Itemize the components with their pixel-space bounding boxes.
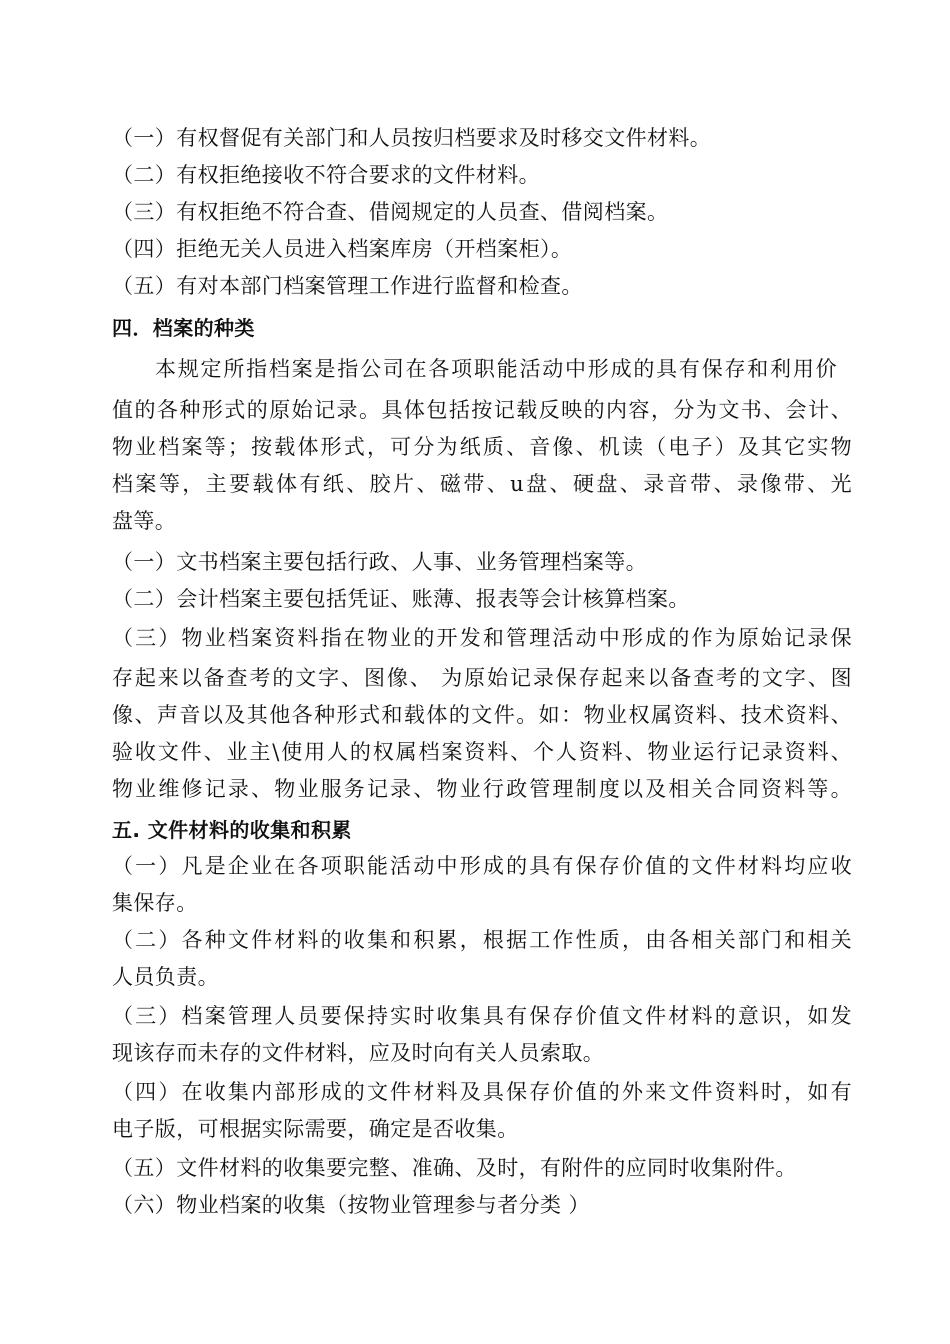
section-4-para-line: 盘等。 (112, 509, 177, 533)
collection-item-5: （五）文件材料的收集要完整、准确、及时，有附件的应同时收集附件。 (112, 1156, 797, 1180)
archive-type-item-3-line: 存起来以备查考的文字、图像、 为原始记录保存起来以备查考的文字、图 (112, 666, 852, 690)
collection-item-6: （六）物业档案的收集（按物业管理参与者分类 ） (112, 1193, 590, 1217)
section-4-heading: 四．档案的种类 (112, 316, 255, 340)
archive-type-item-3-line: （三）物业档案资料指在物业的开发和管理活动中形成的作为原始记录保 (112, 626, 852, 650)
collection-item-2-line: （二）各种文件材料的收集和积累，根据工作性质，由各相关部门和相关 (112, 928, 852, 952)
section-4-para-line: 档案等，主要载体有纸、胶片、磁带、u盘、硬盘、录音带、录像带、光 (112, 472, 852, 496)
collection-item-4-line: （四）在收集内部形成的文件材料及具保存价值的外来文件资料时，如有 (112, 1080, 852, 1104)
collection-item-1-line: （一）凡是企业在各项职能活动中形成的具有保存价值的文件材料均应收 (112, 854, 852, 878)
section-4-para-line: 值的各种形式的原始记录。具体包括按记载反映的内容，分为文书、会计、 (112, 398, 852, 422)
section-5-heading: 五. 文件材料的收集和积累 (112, 818, 352, 842)
collection-item-3-line: （三）档案管理人员要保持实时收集具有保存价值文件材料的意识，如发 (112, 1004, 852, 1028)
collection-item-3-line: 现该存而未存的文件材料，应及时向有关人员索取。 (112, 1041, 605, 1065)
archive-type-item-3-line: 物业维修记录、物业服务记录、物业行政管理制度以及相关合同资料等。 (112, 777, 852, 801)
rights-item-5: （五）有对本部门档案管理工作进行监督和检查。 (112, 274, 583, 298)
rights-item-3: （三）有权拒绝不符合查、借阅规定的人员查、借阅档案。 (112, 200, 669, 224)
archive-type-item-3-line: 验收文件、业主\使用人的权属档案资料、个人资料、物业运行记录资料、 (112, 740, 852, 764)
archive-type-item-3-line: 像、声音以及其他各种形式和载体的文件。如：物业权属资料、技术资料、 (112, 703, 852, 727)
collection-item-4-line: 电子版，可根据实际需要，确定是否收集。 (112, 1117, 519, 1141)
rights-item-1: （一）有权督促有关部门和人员按归档要求及时移交文件材料。 (112, 126, 712, 150)
rights-item-2: （二）有权拒绝接收不符合要求的文件材料。 (112, 163, 540, 187)
collection-item-2-line: 人员负责。 (112, 965, 219, 989)
section-4-para-line: 本规定所指档案是指公司在各项职能活动中形成的具有保存和利用价 (155, 357, 837, 381)
section-4-para-line: 物业档案等；按载体形式，可分为纸质、音像、机读（电子）及其它实物 (112, 435, 852, 459)
archive-type-item-1: （一）文书档案主要包括行政、人事、业务管理档案等。 (112, 550, 647, 574)
archive-type-item-2: （二）会计档案主要包括凭证、账薄、报表等会计核算档案。 (112, 587, 690, 611)
rights-item-4: （四）拒绝无关人员进入档案库房（开档案柜）。 (112, 237, 573, 261)
collection-item-1-line: 集保存。 (112, 891, 198, 915)
